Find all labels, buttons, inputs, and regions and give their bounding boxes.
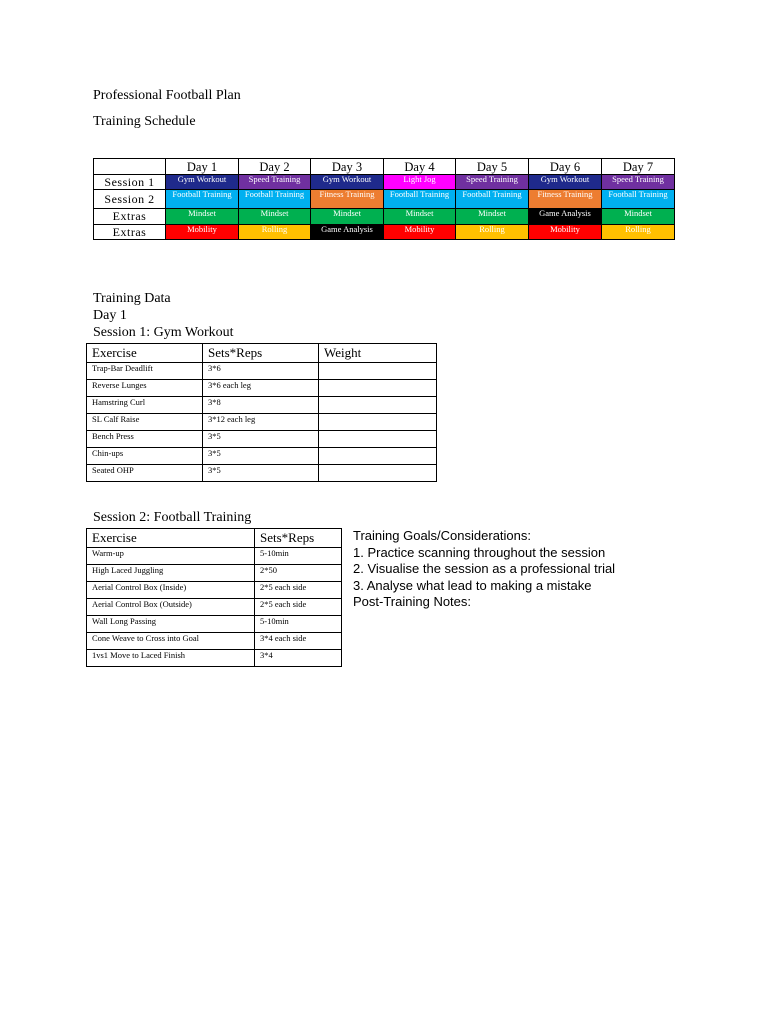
exercise-cell: Bench Press (87, 431, 203, 448)
sets-reps-cell: 3*4 each side (255, 633, 342, 650)
exercise-cell: Seated OHP (87, 465, 203, 482)
schedule-activity-cell: Speed Training (239, 175, 311, 190)
sets-reps-cell: 3*4 (255, 650, 342, 667)
schedule-activity-cell: Gym Workout (529, 175, 602, 190)
exercise-cell: SL Calf Raise (87, 414, 203, 431)
schedule-activity-cell: Rolling (456, 225, 529, 240)
exercise-cell: Aerial Control Box (Outside) (87, 599, 255, 616)
schedule-activity-cell: Mobility (529, 225, 602, 240)
table-row (87, 650, 342, 667)
day-header: Day 4 (384, 159, 456, 175)
weight-cell (319, 414, 437, 431)
schedule-row (94, 225, 675, 240)
schedule-activity-cell: Speed Training (602, 175, 675, 190)
table-row (87, 633, 342, 650)
column-header: Weight (319, 344, 437, 363)
schedule-corner-cell (94, 159, 166, 175)
exercise-cell: High Laced Juggling (87, 565, 255, 582)
table-row (87, 565, 342, 582)
schedule-activity-cell: Rolling (239, 225, 311, 240)
day-header: Day 7 (602, 159, 675, 175)
weight-cell (319, 397, 437, 414)
schedule-activity-cell: Gym Workout (311, 175, 384, 190)
sets-reps-cell: 3*6 each leg (203, 380, 319, 397)
day-header: Day 1 (166, 159, 239, 175)
exercise-cell: Hamstring Curl (87, 397, 203, 414)
exercise-cell: Aerial Control Box (Inside) (87, 582, 255, 599)
schedule-activity-cell: Fitness Training (529, 190, 602, 209)
column-header: Sets*Reps (203, 344, 319, 363)
schedule-activity-cell: Football Training (602, 190, 675, 209)
exercise-cell: Reverse Lunges (87, 380, 203, 397)
schedule-heading: Training Schedule (93, 114, 196, 129)
schedule-row (94, 190, 675, 209)
weight-cell (319, 380, 437, 397)
exercise-cell: Warm-up (87, 548, 255, 565)
sets-reps-cell: 3*6 (203, 363, 319, 380)
sets-reps-cell: 3*5 (203, 465, 319, 482)
table-header-row (87, 344, 437, 363)
schedule-activity-cell: Mindset (166, 209, 239, 225)
sets-reps-cell: 2*5 each side (255, 582, 342, 599)
schedule-activity-cell: Mobility (166, 225, 239, 240)
column-header: Exercise (87, 529, 255, 548)
schedule-row-label: Session 2 (94, 190, 166, 209)
table-header-row (87, 529, 342, 548)
table-row (87, 548, 342, 565)
sets-reps-cell: 3*5 (203, 431, 319, 448)
schedule-activity-cell: Fitness Training (311, 190, 384, 209)
document-title: Professional Football Plan (93, 88, 241, 103)
exercise-cell: 1vs1 Move to Laced Finish (87, 650, 255, 667)
sets-reps-cell: 5-10min (255, 548, 342, 565)
schedule-activity-cell: Game Analysis (529, 209, 602, 225)
session1-heading: Session 1: Gym Workout (93, 325, 234, 340)
table-row (87, 397, 437, 414)
schedule-activity-cell: Mindset (602, 209, 675, 225)
schedule-activity-cell: Football Training (166, 190, 239, 209)
training-schedule-table (93, 158, 675, 240)
goal-item: 2. Visualise the session as a professional trial (353, 561, 616, 576)
exercise-cell: Trap-Bar Deadlift (87, 363, 203, 380)
schedule-activity-cell: Mindset (456, 209, 529, 225)
column-header: Sets*Reps (255, 529, 342, 548)
schedule-activity-cell: Football Training (456, 190, 529, 209)
training-goals (353, 528, 615, 611)
table-row (87, 363, 437, 380)
session2-heading: Session 2: Football Training (93, 510, 252, 525)
day-header: Day 6 (529, 159, 602, 175)
weight-cell (319, 465, 437, 482)
gym-workout-table (86, 343, 437, 482)
post-training-notes-label: Post-Training Notes: (353, 594, 472, 609)
table-row (87, 616, 342, 633)
exercise-cell: Chin-ups (87, 448, 203, 465)
training-data-heading: Training Data (93, 291, 171, 306)
day-header: Day 2 (239, 159, 311, 175)
weight-cell (319, 448, 437, 465)
schedule-activity-cell: Light Jog (384, 175, 456, 190)
day-header: Day 3 (311, 159, 384, 175)
sets-reps-cell: 3*12 each leg (203, 414, 319, 431)
goals-heading: Training Goals/Considerations: (353, 528, 531, 543)
goal-item: 1. Practice scanning throughout the session (353, 544, 606, 560)
table-row (87, 380, 437, 397)
table-row (87, 431, 437, 448)
sets-reps-cell: 3*8 (203, 397, 319, 414)
goal-item: 3. Analyse what lead to making a mistake (353, 577, 592, 593)
schedule-row (94, 209, 675, 225)
schedule-activity-cell: Football Training (239, 190, 311, 209)
schedule-row (94, 175, 675, 190)
football-training-table (86, 528, 342, 667)
schedule-activity-cell: Football Training (384, 190, 456, 209)
schedule-activity-cell: Game Analysis (311, 225, 384, 240)
sets-reps-cell: 2*5 each side (255, 599, 342, 616)
weight-cell (319, 363, 437, 380)
weight-cell (319, 431, 437, 448)
day-label: Day 1 (93, 308, 127, 323)
schedule-header-row (94, 159, 675, 175)
schedule-activity-cell: Mindset (311, 209, 384, 225)
table-row (87, 582, 342, 599)
day-header: Day 5 (456, 159, 529, 175)
sets-reps-cell: 3*5 (203, 448, 319, 465)
schedule-activity-cell: Mindset (384, 209, 456, 225)
table-row (87, 465, 437, 482)
sets-reps-cell: 5-10min (255, 616, 342, 633)
schedule-activity-cell: Speed Training (456, 175, 529, 190)
schedule-activity-cell: Mobility (384, 225, 456, 240)
schedule-activity-cell: Gym Workout (166, 175, 239, 190)
exercise-cell: Wall Long Passing (87, 616, 255, 633)
table-row (87, 448, 437, 465)
schedule-row-label: Extras (94, 209, 166, 225)
schedule-row-label: Session 1 (94, 175, 166, 190)
column-header: Exercise (87, 344, 203, 363)
schedule-activity-cell: Rolling (602, 225, 675, 240)
table-row (87, 599, 342, 616)
exercise-cell: Cone Weave to Cross into Goal (87, 633, 255, 650)
sets-reps-cell: 2*50 (255, 565, 342, 582)
schedule-row-label: Extras (94, 225, 166, 240)
table-row (87, 414, 437, 431)
schedule-activity-cell: Mindset (239, 209, 311, 225)
